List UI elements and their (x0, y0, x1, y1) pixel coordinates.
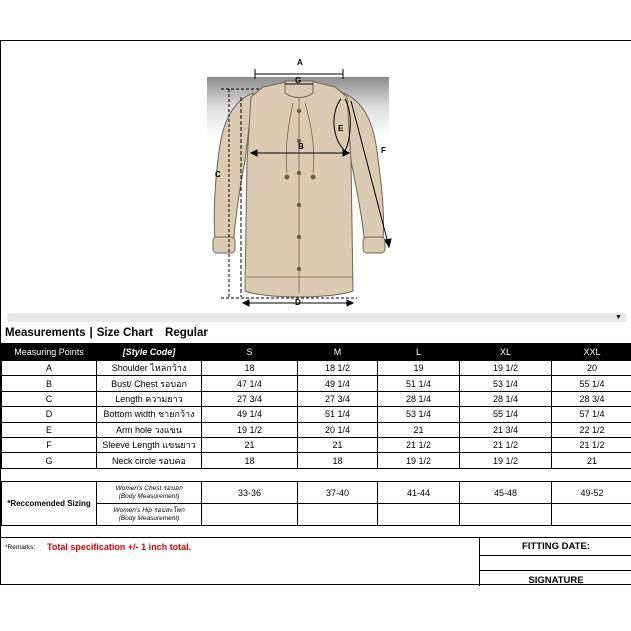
cell-value: 49 1/4 (298, 376, 378, 391)
cell-value: 20 1/4 (298, 422, 378, 437)
cell-point: G (2, 453, 97, 468)
title-fit: Regular (165, 327, 208, 339)
remarks-label: *Remarks: (5, 544, 36, 551)
cell-description: Shoulder ไหล่กว้าง (97, 361, 202, 376)
chart-title: Measurements | Size Chart Regular (5, 327, 208, 339)
rec-chest-m: 37-40 (298, 482, 378, 504)
cell-point: B (2, 376, 97, 391)
dim-label-g: G (295, 76, 302, 85)
rec-chest-s: 33-36 (202, 482, 298, 504)
cell-point: F (2, 437, 97, 452)
fitting-date-field[interactable] (480, 555, 631, 571)
garment-spec-figure (1, 41, 631, 313)
rec-chest-label: Women's Chest รอบอก (Body Measurement) (97, 482, 202, 504)
dim-label-b: B (298, 142, 304, 151)
cell-value: 57 1/4 (552, 407, 631, 422)
cell-value: 21 1/2 (378, 437, 460, 452)
table-row (2, 453, 631, 468)
rec-sizing-label: *Reccomended Sizing (2, 482, 97, 526)
horizontal-scrollbar[interactable] (7, 313, 627, 322)
cell-value: 47 1/4 (202, 376, 298, 391)
cell-value: 21 (552, 453, 631, 468)
cell-value: 28 3/4 (552, 391, 631, 406)
cell-point: E (2, 422, 97, 437)
rec-chest-xl: 45-48 (460, 482, 552, 504)
rec-hip-xxl (552, 504, 631, 526)
remarks-text: Total specification +/- 1 inch total. (47, 542, 192, 552)
cell-value: 27 3/4 (298, 391, 378, 406)
fitting-box (479, 538, 631, 586)
header-size-xxl: XXL (552, 344, 631, 361)
cell-value: 18 (298, 453, 378, 468)
cell-value: 51 1/4 (298, 407, 378, 422)
header-size-l: L (378, 344, 460, 361)
table-row (2, 361, 631, 376)
cell-value: 53 1/4 (460, 376, 552, 391)
cell-value: 21 (378, 422, 460, 437)
fitting-date-label: FITTING DATE: (480, 538, 631, 556)
cell-value: 21 1/2 (460, 437, 552, 452)
rec-hip-s (202, 504, 298, 526)
dim-label-a: A (297, 58, 303, 67)
cell-description: Sleeve Length แขนยาว (97, 437, 202, 452)
cell-value: 21 (298, 437, 378, 452)
table-row (2, 422, 631, 437)
cell-value: 21 (202, 437, 298, 452)
table-row (2, 437, 631, 452)
cell-point: C (2, 391, 97, 406)
cell-value: 49 1/4 (202, 407, 298, 422)
table-header-row (2, 344, 631, 361)
cell-value: 19 1/2 (460, 453, 552, 468)
cell-value: 28 1/4 (460, 391, 552, 406)
cell-value: 51 1/4 (378, 376, 460, 391)
cell-value: 19 (378, 361, 460, 376)
header-measuring-points: Measuring Points (2, 344, 97, 361)
cell-value: 28 1/4 (378, 391, 460, 406)
cell-value: 22 1/2 (552, 422, 631, 437)
cell-value: 18 1/2 (298, 361, 378, 376)
rec-hip-xl (460, 504, 552, 526)
rec-hip-m (298, 504, 378, 526)
cell-value: 55 1/4 (552, 376, 631, 391)
dim-label-d: D (295, 298, 301, 307)
rec-hip-row (2, 504, 631, 526)
signature-label: SIGNATURE (528, 575, 584, 585)
title-size-chart: Size Chart (96, 327, 154, 339)
cell-value: 19 1/2 (202, 422, 298, 437)
dim-label-f: F (381, 146, 386, 155)
cell-value: 20 (552, 361, 631, 376)
header-style-code: [Style Code] (97, 344, 202, 361)
title-measurements: Measurements (5, 327, 86, 339)
cell-description: Bottom width ชายกว้าง (97, 407, 202, 422)
header-size-s: S (202, 344, 298, 361)
table-row (2, 376, 631, 391)
cell-value: 19 1/2 (378, 453, 460, 468)
dim-label-e: E (338, 124, 344, 133)
size-spec-sheet (0, 40, 631, 585)
cell-value: 19 1/2 (460, 361, 552, 376)
measurement-table (1, 343, 631, 469)
rec-chest-xxl: 49-52 (552, 482, 631, 504)
cell-value: 55 1/4 (460, 407, 552, 422)
cell-value: 18 (202, 453, 298, 468)
cell-point: D (2, 407, 97, 422)
cell-description: Neck circle รอบคอ (97, 453, 202, 468)
rec-hip-label: Women's Hip รอบสะโพก (Body Measurement) (97, 504, 202, 526)
cell-value: 18 (202, 361, 298, 376)
cell-point: A (2, 361, 97, 376)
remarks-section (1, 537, 631, 585)
recommended-sizing-table (1, 481, 631, 526)
table-row (2, 391, 631, 406)
table-row (2, 407, 631, 422)
rec-hip-l (378, 504, 460, 526)
dim-label-c: C (215, 170, 221, 179)
cell-value: 53 1/4 (378, 407, 460, 422)
cell-value: 27 3/4 (202, 391, 298, 406)
rec-chest-l: 41-44 (378, 482, 460, 504)
cell-value: 21 3/4 (460, 422, 552, 437)
cell-description: Bust/ Chest รอบอก (97, 376, 202, 391)
dropdown-arrow-icon[interactable]: ▼ (615, 314, 622, 321)
rec-chest-row (2, 482, 631, 504)
cell-description: Arm hole วงแขน (97, 422, 202, 437)
header-size-m: M (298, 344, 378, 361)
cell-description: Length ความยาว (97, 391, 202, 406)
cell-value: 21 1/2 (552, 437, 631, 452)
header-size-xl: XL (460, 344, 552, 361)
